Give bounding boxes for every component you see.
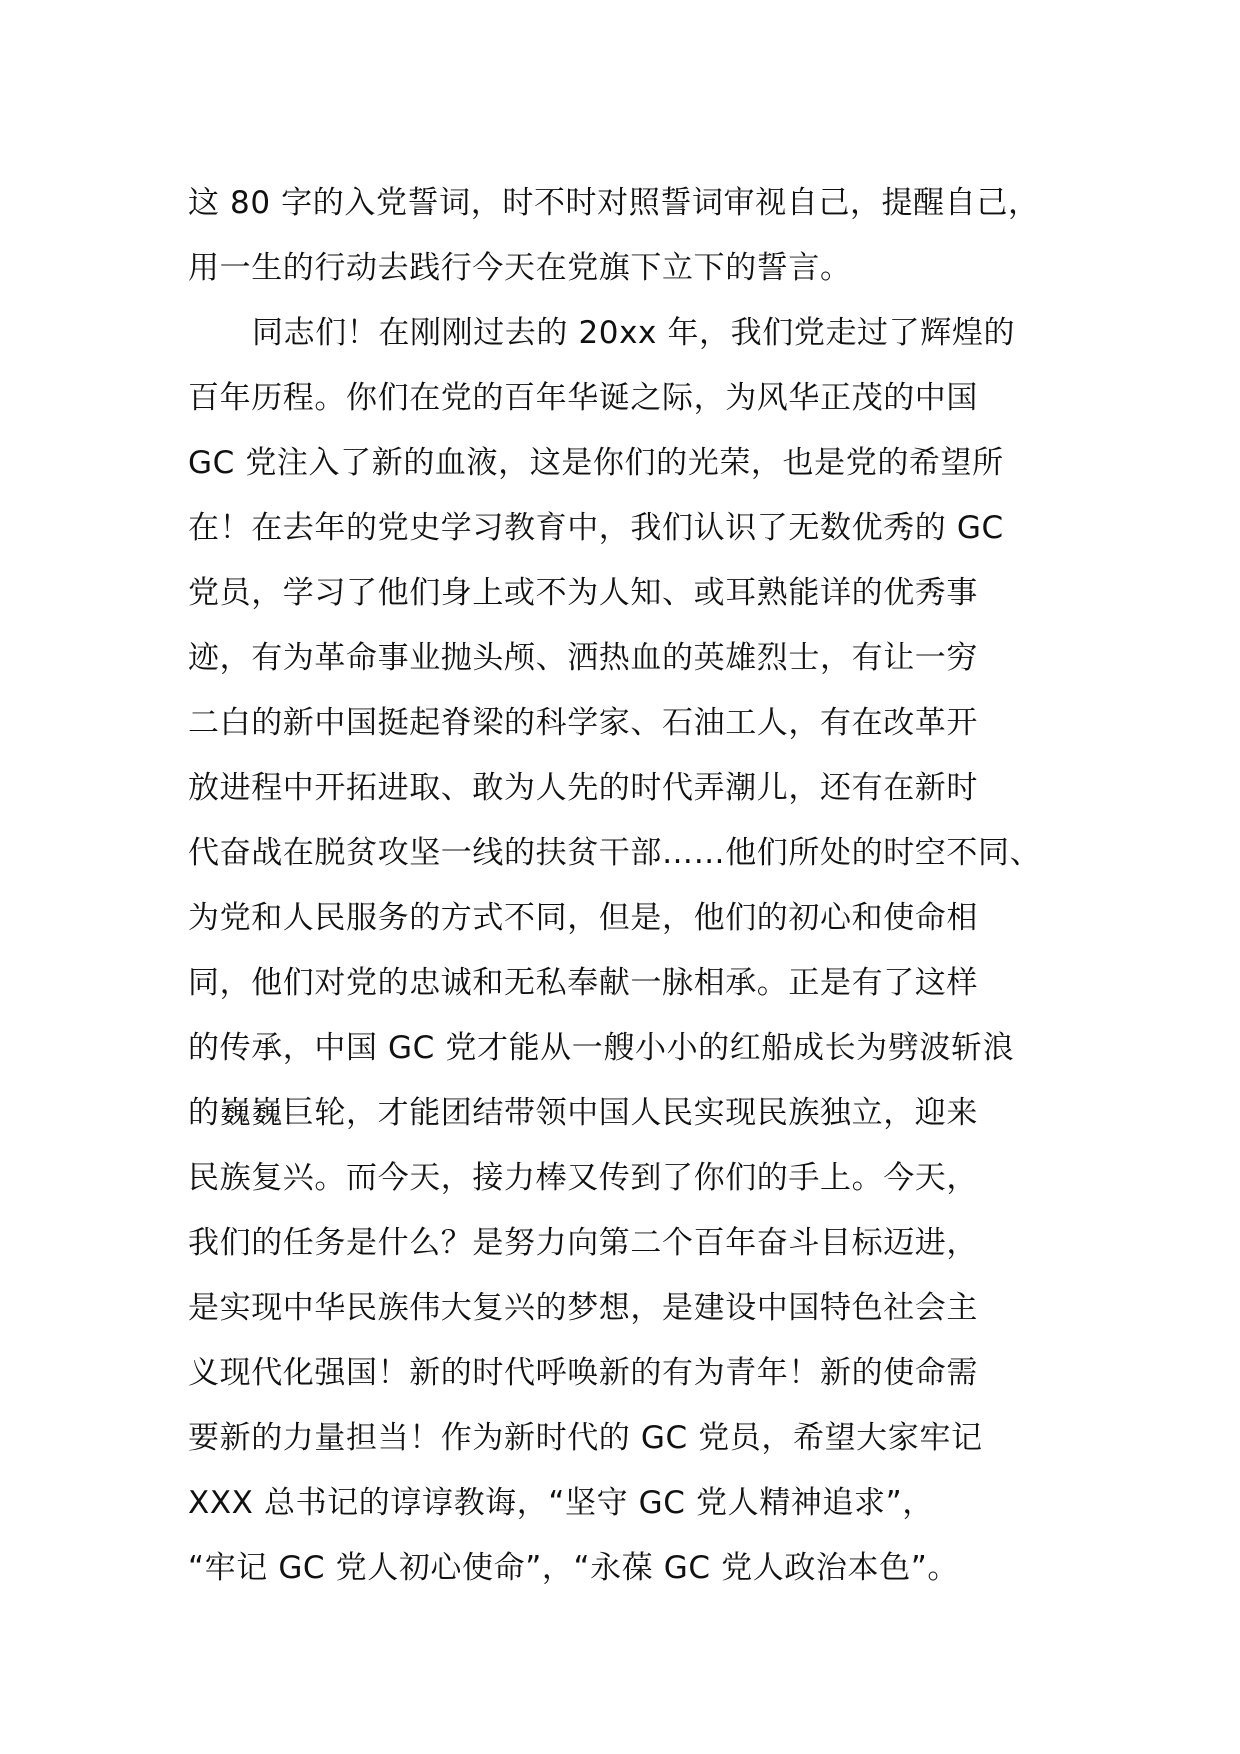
text-line-11: 代奋战在脱贫攻坚一线的扶贫干部……他们所处的时空不同、 xyxy=(188,835,1042,871)
text-line-10: 放进程中开拓进取、敢为人先的时代弄潮儿，还有在新时 xyxy=(188,770,978,806)
text-line-6: 在！在去年的党史学习教育中，我们认识了无数优秀的 GC xyxy=(188,510,1004,546)
text-line-14: 的传承，中国 GC 党才能从一艘小小的红船成长为劈波斩浪 xyxy=(188,1030,1015,1066)
text-line-8: 迹，有为革命事业抛头颅、洒热血的英雄烈士，有让一穷 xyxy=(188,640,978,676)
text-line-22: “牢记 GC 党人初心使命”，“永葆 GC 党人政治本色”。 xyxy=(188,1550,959,1586)
text-line-1: 这 80 字的入党誓词，时不时对照誓词审视自己，提醒自己， xyxy=(188,185,1040,221)
text-line-16: 民族复兴。而今天，接力棒又传到了你们的手上。今天， xyxy=(188,1160,978,1196)
text-line-20: 要新的力量担当！作为新时代的 GC 党员，希望大家牢记 xyxy=(188,1420,983,1456)
text-line-5: GC 党注入了新的血液，这是你们的光荣，也是党的希望所 xyxy=(188,445,1004,481)
speech-text xyxy=(188,171,1088,1601)
text-line-2: 用一生的行动去践行今天在党旗下立下的誓言。 xyxy=(188,250,852,286)
text-line-9: 二白的新中国挺起脊梁的科学家、石油工人，有在改革开 xyxy=(188,705,978,741)
text-line-4: 百年历程。你们在党的百年华诞之际，为风华正茂的中国 xyxy=(188,380,978,416)
text-line-7: 党员，学习了他们身上或不为人知、或耳熟能详的优秀事 xyxy=(188,575,978,611)
text-line-21: XXX 总书记的谆谆教诲，“坚守 GC 党人精神追求”， xyxy=(188,1485,934,1521)
text-line-19: 义现代化强国！新的时代呼唤新的有为青年！新的使命需 xyxy=(188,1355,978,1391)
text-line-13: 同，他们对党的忠诚和无私奉献一脉相承。正是有了这样 xyxy=(188,965,978,1001)
text-line-12: 为党和人民服务的方式不同，但是，他们的初心和使命相 xyxy=(188,900,978,936)
text-line-3: 同志们！在刚刚过去的 20xx 年，我们党走过了辉煌的 xyxy=(252,315,1016,351)
text-line-15: 的巍巍巨轮，才能团结带领中国人民实现民族独立，迎来 xyxy=(188,1095,978,1131)
text-line-18: 是实现中华民族伟大复兴的梦想，是建设中国特色社会主 xyxy=(188,1290,978,1326)
text-line-17: 我们的任务是什么？是努力向第二个百年奋斗目标迈进， xyxy=(188,1225,978,1261)
